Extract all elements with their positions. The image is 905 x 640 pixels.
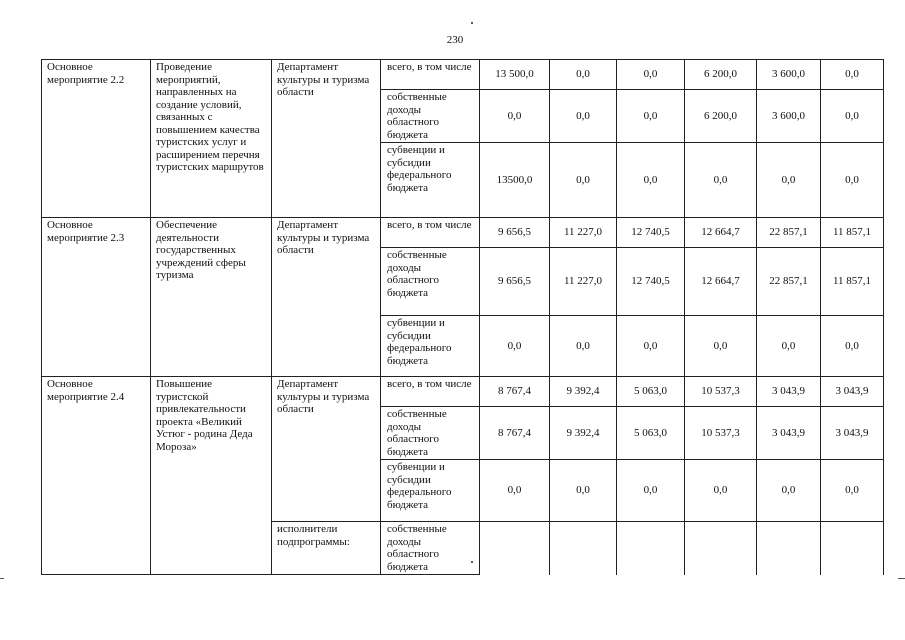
source-cell: всего, в том числе: [381, 60, 480, 90]
value-cell: 9 392,4: [550, 377, 617, 407]
value-cell: 0,0: [550, 316, 617, 377]
value-cell: 3 600,0: [757, 90, 821, 143]
value-cell: 8 767,4: [480, 377, 550, 407]
value-cell: 0,0: [480, 90, 550, 143]
value-cell: [757, 522, 821, 575]
value-cell: 0,0: [821, 90, 884, 143]
value-cell: 12 740,5: [617, 218, 685, 248]
executor-cell: Департамент культуры и туризма области: [272, 60, 381, 218]
value-cell: 0,0: [821, 316, 884, 377]
value-cell: 11 227,0: [550, 248, 617, 316]
value-cell: 10 537,3: [685, 407, 757, 460]
value-cell: 0,0: [617, 60, 685, 90]
table-row: [42, 377, 884, 407]
value-cell: 13500,0: [480, 143, 550, 218]
value-cell: 0,0: [757, 316, 821, 377]
value-cell: 11 227,0: [550, 218, 617, 248]
value-cell: 9 656,5: [480, 248, 550, 316]
value-cell: [685, 522, 757, 575]
value-cell: 8 767,4: [480, 407, 550, 460]
value-cell: 9 392,4: [550, 407, 617, 460]
value-cell: 0,0: [757, 143, 821, 218]
source-cell: всего, в том числе: [381, 218, 480, 248]
value-cell: 3 600,0: [757, 60, 821, 90]
value-cell: 3 043,9: [757, 377, 821, 407]
measure-cell: Основное мероприятие 2.3: [42, 218, 151, 377]
value-cell: 0,0: [617, 143, 685, 218]
value-cell: 0,0: [617, 460, 685, 522]
executor-cell: Департамент культуры и туризма области: [272, 377, 381, 522]
value-cell: [480, 522, 550, 575]
source-cell: собственные доходы областного бюджета: [381, 248, 480, 316]
value-cell: 22 857,1: [757, 218, 821, 248]
value-cell: 11 857,1: [821, 248, 884, 316]
source-cell: всего, в том числе: [381, 377, 480, 407]
table-row: [42, 60, 884, 90]
value-cell: 0,0: [685, 143, 757, 218]
value-cell: [617, 522, 685, 575]
value-cell: 12 664,7: [685, 218, 757, 248]
value-cell: 0,0: [550, 460, 617, 522]
source-cell: субвенции и субсидии федерального бюджета: [381, 316, 480, 377]
value-cell: 12 664,7: [685, 248, 757, 316]
source-cell: собственные доходы областного бюджета: [381, 90, 480, 143]
measure-cell: Основное мероприятие 2.4: [42, 377, 151, 575]
value-cell: 6 200,0: [685, 60, 757, 90]
source-cell: субвенции и субсидии федерального бюджета: [381, 143, 480, 218]
value-cell: 0,0: [480, 460, 550, 522]
value-cell: 6 200,0: [685, 90, 757, 143]
value-cell: 11 857,1: [821, 218, 884, 248]
executor-cell: исполнители подпрограммы:: [272, 522, 381, 575]
scan-speck: [471, 22, 473, 24]
value-cell: 0,0: [550, 90, 617, 143]
value-cell: 0,0: [757, 460, 821, 522]
value-cell: [821, 522, 884, 575]
value-cell: [550, 522, 617, 575]
value-cell: 0,0: [821, 60, 884, 90]
value-cell: 10 537,3: [685, 377, 757, 407]
value-cell: 0,0: [685, 460, 757, 522]
value-cell: 0,0: [685, 316, 757, 377]
budget-table: [41, 59, 884, 575]
description-cell: Обеспечение деятельности государственных учреждений сферы туризма: [151, 218, 272, 377]
value-cell: 0,0: [550, 143, 617, 218]
value-cell: 0,0: [617, 90, 685, 143]
value-cell: 0,0: [550, 60, 617, 90]
value-cell: 13 500,0: [480, 60, 550, 90]
value-cell: 5 063,0: [617, 407, 685, 460]
value-cell: 3 043,9: [821, 377, 884, 407]
scan-edge-mark: [0, 578, 4, 579]
value-cell: 9 656,5: [480, 218, 550, 248]
page-number: 230: [446, 34, 464, 46]
value-cell: 0,0: [617, 316, 685, 377]
value-cell: 5 063,0: [617, 377, 685, 407]
value-cell: 0,0: [821, 143, 884, 218]
value-cell: 3 043,9: [821, 407, 884, 460]
table-row: [42, 218, 884, 248]
value-cell: 22 857,1: [757, 248, 821, 316]
source-cell: собственные доходы областного бюджета: [381, 522, 480, 575]
description-cell: Проведение мероприятий, направленных на создание условий, связанных с повышением качества туристских услуг и расширением перечня туристских маршрутов: [151, 60, 272, 218]
measure-cell: Основное мероприятие 2.2: [42, 60, 151, 218]
executor-cell: Департамент культуры и туризма области: [272, 218, 381, 377]
value-cell: 3 043,9: [757, 407, 821, 460]
description-cell: Повышение туристской привлекательности проекта «Великий Устюг - родина Деда Мороза»: [151, 377, 272, 575]
scan-edge-mark: [898, 578, 905, 579]
source-cell: собственные доходы областного бюджета: [381, 407, 480, 460]
source-cell: субвенции и субсидии федерального бюджета: [381, 460, 480, 522]
value-cell: 0,0: [480, 316, 550, 377]
value-cell: 0,0: [821, 460, 884, 522]
value-cell: 12 740,5: [617, 248, 685, 316]
